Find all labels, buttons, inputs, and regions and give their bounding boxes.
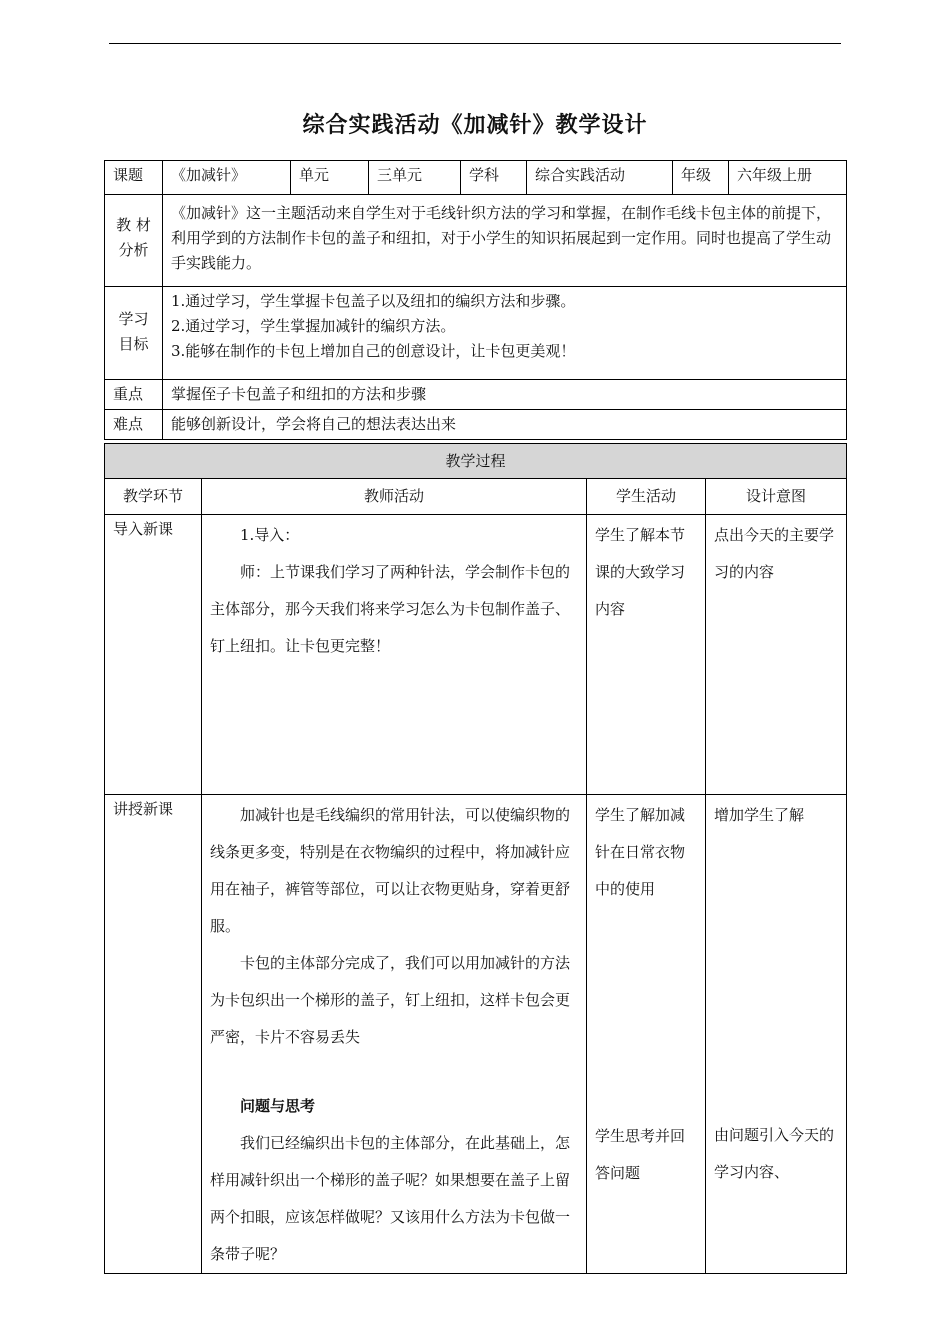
teacher-cell bbox=[202, 795, 587, 1274]
difficulty-row bbox=[105, 410, 847, 440]
analysis-row bbox=[105, 195, 847, 287]
teacher-paragraph: 卡包的主体部分完成了，我们可以用加减针的方法为卡包织出一个梯形的盖子，钉上纽扣，这样卡包会更严密，卡片不容易丢失 bbox=[210, 954, 571, 1046]
topic-value: 《加减针》 bbox=[163, 161, 291, 195]
student-cell: 学生了解本节课的大致学习内容 bbox=[587, 515, 706, 795]
header-rule bbox=[109, 43, 841, 44]
column-header: 教师活动 bbox=[202, 479, 587, 515]
goal-item: 3.能够在制作的卡包上增加自己的创意设计，让卡包更美观！ bbox=[171, 342, 576, 360]
column-header: 教学环节 bbox=[105, 479, 202, 515]
teacher-cell bbox=[202, 515, 587, 795]
difficulty-text: 能够创新设计，学会将自己的想法表达出来 bbox=[163, 410, 847, 440]
analysis-label-line2: 分析 bbox=[118, 241, 149, 259]
goal-item: 2.通过学习，学生掌握加减针的编织方法。 bbox=[171, 317, 456, 335]
info-row bbox=[105, 161, 847, 195]
grade-label: 年级 bbox=[673, 161, 729, 195]
stage-cell: 讲授新课 bbox=[105, 795, 202, 1274]
process-table bbox=[104, 443, 847, 1274]
subject-label: 学科 bbox=[461, 161, 527, 195]
info-table bbox=[104, 160, 847, 440]
topic-label: 课题 bbox=[105, 161, 163, 195]
intent-cell: 点出今天的主要学习的内容 bbox=[706, 515, 847, 795]
analysis-label-line1: 教 材 bbox=[116, 216, 151, 234]
process-row-lesson bbox=[105, 795, 847, 1274]
design-intent: 由问题引入今天的学习内容、 bbox=[714, 1126, 835, 1181]
goals-row bbox=[105, 287, 847, 380]
process-row-intro bbox=[105, 515, 847, 795]
process-header-row bbox=[105, 444, 847, 479]
design-intent: 增加学生了解 bbox=[714, 806, 805, 824]
question-title: 问题与思考 bbox=[240, 1097, 316, 1115]
grade-value: 六年级上册 bbox=[729, 161, 847, 195]
unit-value: 三单元 bbox=[369, 161, 461, 195]
stage-cell: 导入新课 bbox=[105, 515, 202, 795]
unit-label: 单元 bbox=[291, 161, 369, 195]
intent-cell bbox=[706, 795, 847, 1274]
goals-label-line1: 学习 bbox=[118, 310, 149, 328]
key-text: 掌握侄子卡包盖子和纽扣的方法和步骤 bbox=[163, 380, 847, 410]
question-text: 我们已经编织出卡包的主体部分，在此基础上，怎样用减针织出一个梯形的盖子呢？如果想要在盖子上留两个扣眼，应该怎样做呢？又该用什么方法为卡包做一条带子呢？ bbox=[210, 1134, 571, 1263]
goals-label-line2: 目标 bbox=[118, 335, 149, 353]
key-row bbox=[105, 380, 847, 410]
process-header: 教学过程 bbox=[105, 444, 847, 479]
goals-label bbox=[105, 287, 163, 380]
key-label: 重点 bbox=[105, 380, 163, 410]
analysis-text: 《加减针》这一主题活动来自学生对于毛线针织方法的学习和掌握，在制作毛线卡包主体的前提下，利用学到的方法制作卡包的盖子和纽扣，对于小学生的知识拓展起到一定作用。同时也提高了学生动手实践能力。 bbox=[163, 195, 847, 287]
difficulty-label: 难点 bbox=[105, 410, 163, 440]
teacher-paragraph: 加减针也是毛线编织的常用针法，可以使编织物的线条更多变，特别是在衣物编织的过程中，将加减针应用在袖子，裤管等部位，可以让衣物更贴身，穿着更舒服。 bbox=[210, 806, 571, 935]
student-activity: 学生了解加减针在日常衣物中的使用 bbox=[595, 806, 686, 898]
column-header: 设计意图 bbox=[706, 479, 847, 515]
column-header: 学生活动 bbox=[587, 479, 706, 515]
student-activity: 学生思考并回答问题 bbox=[595, 1127, 686, 1182]
teacher-paragraph: 师：上节课我们学习了两种针法，学会制作卡包的主体部分，那今天我们将来学习怎么为卡包制作盖子、钉上纽扣。让卡包更完整！ bbox=[210, 563, 571, 655]
subject-value: 综合实践活动 bbox=[527, 161, 673, 195]
page-title: 综合实践活动《加减针》教学设计 bbox=[302, 112, 648, 138]
analysis-label bbox=[105, 195, 163, 287]
teacher-paragraph: 1.导入： bbox=[240, 526, 300, 544]
goal-item: 1.通过学习，学生掌握卡包盖子以及纽扣的编织方法和步骤。 bbox=[171, 292, 576, 310]
goals-list bbox=[163, 287, 847, 380]
process-column-row bbox=[105, 479, 847, 515]
student-cell bbox=[587, 795, 706, 1274]
